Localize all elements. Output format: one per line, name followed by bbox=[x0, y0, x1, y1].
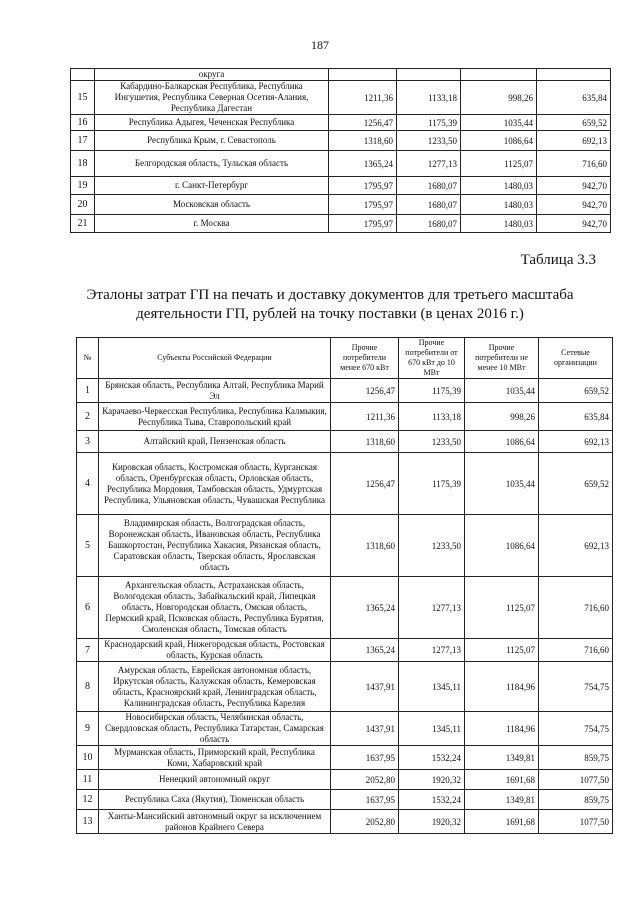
table-row bbox=[77, 431, 613, 453]
row-value-over-10mw: 1691,68 bbox=[465, 810, 539, 834]
table-row bbox=[77, 577, 613, 639]
table-row bbox=[71, 215, 611, 233]
row-value-over-10mw: 1349,81 bbox=[465, 746, 539, 770]
table-row bbox=[77, 746, 613, 770]
row-value-670kw-10mw: 1345,11 bbox=[399, 712, 465, 746]
row-value-670kw-10mw: 1345,11 bbox=[399, 662, 465, 712]
row-value-network-orgs bbox=[537, 69, 611, 81]
row-value-over-10mw: 1125,07 bbox=[465, 577, 539, 639]
row-value-670kw-10mw: 1277,13 bbox=[397, 151, 461, 177]
row-value-over-10mw: 1349,81 bbox=[465, 790, 539, 810]
row-number: 3 bbox=[77, 431, 99, 453]
table-row bbox=[71, 177, 611, 195]
row-number: 21 bbox=[71, 215, 95, 233]
row-value-under-670kw: 2052,80 bbox=[331, 810, 399, 834]
row-value-under-670kw: 1637,95 bbox=[331, 746, 399, 770]
row-number: 18 bbox=[71, 151, 95, 177]
row-value-670kw-10mw: 1233,50 bbox=[399, 515, 465, 577]
row-subject: Кировская область, Костромская область, Курганская область, Оренбургская область, Орловская область, Республика Мордовия, Тамбовская область, Удмуртская Республика, Ульяновская область, Чувашская Республика bbox=[99, 453, 331, 515]
row-value-670kw-10mw: 1175,39 bbox=[399, 379, 465, 403]
row-value-under-670kw: 1365,24 bbox=[331, 577, 399, 639]
row-value-network-orgs: 659,52 bbox=[537, 115, 611, 131]
row-number bbox=[71, 69, 95, 81]
table-header-row bbox=[77, 338, 613, 379]
table-continuation-body bbox=[71, 69, 611, 233]
row-value-under-670kw: 1637,95 bbox=[331, 790, 399, 810]
row-number: 15 bbox=[71, 81, 95, 115]
table-row bbox=[71, 151, 611, 177]
row-value-network-orgs: 635,84 bbox=[537, 81, 611, 115]
row-value-over-10mw: 1086,64 bbox=[465, 431, 539, 453]
row-value-under-670kw: 1437,91 bbox=[331, 712, 399, 746]
row-value-670kw-10mw: 1680,07 bbox=[397, 195, 461, 215]
row-value-under-670kw: 1318,60 bbox=[331, 515, 399, 577]
table-row bbox=[71, 195, 611, 215]
row-value-670kw-10mw: 1532,24 bbox=[399, 746, 465, 770]
row-value-network-orgs: 716,60 bbox=[537, 151, 611, 177]
row-value-670kw-10mw bbox=[397, 69, 461, 81]
row-subject: г. Санкт-Петербург bbox=[95, 177, 329, 195]
table-row bbox=[77, 662, 613, 712]
row-value-network-orgs: 716,60 bbox=[539, 577, 613, 639]
row-value-over-10mw: 1480,03 bbox=[461, 177, 537, 195]
row-value-over-10mw: 1691,68 bbox=[465, 770, 539, 790]
row-value-over-10mw: 1035,44 bbox=[465, 379, 539, 403]
row-value-network-orgs: 859,75 bbox=[539, 790, 613, 810]
row-number: 8 bbox=[77, 662, 99, 712]
row-value-over-10mw: 1035,44 bbox=[465, 453, 539, 515]
row-value-670kw-10mw: 1133,18 bbox=[399, 403, 465, 431]
row-number: 12 bbox=[77, 790, 99, 810]
header-consumers-over-10mw: Прочие потребители не менее 10 МВт bbox=[465, 338, 539, 379]
row-value-over-10mw: 1125,07 bbox=[461, 151, 537, 177]
row-value-under-670kw: 1256,47 bbox=[329, 115, 397, 131]
row-subject: Алтайский край, Пензенская область bbox=[99, 431, 331, 453]
row-value-under-670kw: 1437,91 bbox=[331, 662, 399, 712]
row-value-670kw-10mw: 1920,32 bbox=[399, 770, 465, 790]
row-value-over-10mw: 1184,96 bbox=[465, 662, 539, 712]
table-row bbox=[71, 81, 611, 115]
table-row bbox=[77, 639, 613, 662]
row-number: 9 bbox=[77, 712, 99, 746]
table-label: Таблица 3.3 bbox=[520, 252, 596, 268]
row-subject: Республика Адыгея, Чеченская Республика bbox=[95, 115, 329, 131]
table-3-3 bbox=[76, 337, 613, 834]
row-subject: Республика Крым, г. Севастополь bbox=[95, 131, 329, 151]
row-number: 11 bbox=[77, 770, 99, 790]
table-row bbox=[77, 712, 613, 746]
row-number: 6 bbox=[77, 577, 99, 639]
row-subject: Амурская область, Еврейская автономная область, Иркутская область, Калужская область, Кемеровская область, Красноярский край, Ленинградская область, Калининградская область, Республика Карелия bbox=[99, 662, 331, 712]
row-subject: Республика Саха (Якутия), Тюменская область bbox=[99, 790, 331, 810]
row-value-under-670kw: 1795,97 bbox=[329, 195, 397, 215]
row-value-under-670kw: 1365,24 bbox=[329, 151, 397, 177]
table-row bbox=[77, 453, 613, 515]
table-row bbox=[77, 403, 613, 431]
row-subject: Архангельская область, Астраханская область, Вологодская область, Забайкальский край, Липецкая область, Новгородская область, Омская область, Пермский край, Псковская область, Республика Бурятия, Смоленская область, Томская область bbox=[99, 577, 331, 639]
row-value-over-10mw: 998,26 bbox=[461, 81, 537, 115]
row-value-under-670kw bbox=[329, 69, 397, 81]
row-value-under-670kw: 2052,80 bbox=[331, 770, 399, 790]
row-value-network-orgs: 754,75 bbox=[539, 712, 613, 746]
row-number: 7 bbox=[77, 639, 99, 662]
row-subject: Краснодарский край, Нижегородская область, Ростовская область, Курская область bbox=[99, 639, 331, 662]
table-row bbox=[77, 515, 613, 577]
row-value-under-670kw: 1795,97 bbox=[329, 177, 397, 195]
row-subject: округа bbox=[95, 69, 329, 81]
table-3-3-body bbox=[77, 379, 613, 834]
row-value-under-670kw: 1365,24 bbox=[331, 639, 399, 662]
row-value-under-670kw: 1211,36 bbox=[331, 403, 399, 431]
row-subject: Мурманская область, Приморский край, Республика Коми, Хабаровский край bbox=[99, 746, 331, 770]
row-number: 5 bbox=[77, 515, 99, 577]
row-value-network-orgs: 659,52 bbox=[539, 453, 613, 515]
row-value-670kw-10mw: 1175,39 bbox=[399, 453, 465, 515]
row-subject: Ханты-Мансийский автономный округ за исключением районов Крайнего Севера bbox=[99, 810, 331, 834]
row-subject: Новосибирская область, Челябинская область, Свердловская область, Республика Татарстан, Самарская область bbox=[99, 712, 331, 746]
table-row bbox=[77, 770, 613, 790]
row-subject: Кабардино-Балкарская Республика, Республика Ингушетия, Республика Северная Осетия-Алания, Республика Дагестан bbox=[95, 81, 329, 115]
header-num: № bbox=[77, 338, 99, 379]
row-value-under-670kw: 1211,36 bbox=[329, 81, 397, 115]
row-value-network-orgs: 942,70 bbox=[537, 195, 611, 215]
row-number: 10 bbox=[77, 746, 99, 770]
row-value-670kw-10mw: 1680,07 bbox=[397, 177, 461, 195]
row-subject: г. Москва bbox=[95, 215, 329, 233]
row-subject: Владимирская область, Волгоградская область, Воронежская область, Ивановская область, Республика Башкортостан, Республика Хакасия, Рязанская область, Саратовская область, Тверская область, Ярославская область bbox=[99, 515, 331, 577]
row-value-network-orgs: 942,70 bbox=[537, 215, 611, 233]
row-value-670kw-10mw: 1920,32 bbox=[399, 810, 465, 834]
row-subject: Ненецкий автономный округ bbox=[99, 770, 331, 790]
row-value-network-orgs: 692,13 bbox=[539, 515, 613, 577]
row-subject: Московская область bbox=[95, 195, 329, 215]
header-network-organizations: Сетевые организации bbox=[539, 338, 613, 379]
row-value-network-orgs: 859,75 bbox=[539, 746, 613, 770]
page-number: 187 bbox=[311, 38, 329, 52]
row-value-over-10mw: 998,26 bbox=[465, 403, 539, 431]
row-value-over-10mw: 1086,64 bbox=[465, 515, 539, 577]
row-subject: Белгородская область, Тульская область bbox=[95, 151, 329, 177]
row-value-670kw-10mw: 1277,13 bbox=[399, 577, 465, 639]
row-value-network-orgs: 635,84 bbox=[539, 403, 613, 431]
row-value-over-10mw: 1125,07 bbox=[465, 639, 539, 662]
row-value-network-orgs: 692,13 bbox=[537, 131, 611, 151]
row-value-network-orgs: 692,13 bbox=[539, 431, 613, 453]
row-number: 20 bbox=[71, 195, 95, 215]
table-title: Эталоны затрат ГП на печать и доставку документов для третьего масштаба деятельности ГП, рублей на точку поставки (в ценах 2016 г.) bbox=[86, 287, 574, 322]
row-value-over-10mw: 1480,03 bbox=[461, 195, 537, 215]
row-value-over-10mw: 1184,96 bbox=[465, 712, 539, 746]
table-row bbox=[71, 131, 611, 151]
header-consumers-670kw-10mw: Прочие потребители от 670 кВт до 10 МВт bbox=[399, 338, 465, 379]
row-number: 16 bbox=[71, 115, 95, 131]
row-number: 1 bbox=[77, 379, 99, 403]
row-value-under-670kw: 1795,97 bbox=[329, 215, 397, 233]
row-number: 4 bbox=[77, 453, 99, 515]
header-consumers-under-670kw: Прочие потребители менее 670 кВт bbox=[331, 338, 399, 379]
header-subject: Субъекты Российской Федерации bbox=[99, 338, 331, 379]
row-value-network-orgs: 716,60 bbox=[539, 639, 613, 662]
row-value-under-670kw: 1318,60 bbox=[331, 431, 399, 453]
table-row bbox=[71, 69, 611, 81]
row-subject: Брянская область, Республика Алтай, Республика Марий Эл bbox=[99, 379, 331, 403]
table-row bbox=[77, 790, 613, 810]
table-row bbox=[77, 379, 613, 403]
row-value-under-670kw: 1256,47 bbox=[331, 453, 399, 515]
row-value-over-10mw: 1035,44 bbox=[461, 115, 537, 131]
row-value-670kw-10mw: 1680,07 bbox=[397, 215, 461, 233]
row-value-670kw-10mw: 1233,50 bbox=[397, 131, 461, 151]
row-number: 2 bbox=[77, 403, 99, 431]
row-value-under-670kw: 1256,47 bbox=[331, 379, 399, 403]
row-value-670kw-10mw: 1532,24 bbox=[399, 790, 465, 810]
row-value-network-orgs: 942,70 bbox=[537, 177, 611, 195]
table-continuation bbox=[70, 68, 611, 233]
row-subject: Карачаево-Черкесская Республика, Республика Калмыкия, Республика Тыва, Ставропольский край bbox=[99, 403, 331, 431]
row-value-network-orgs: 1077,50 bbox=[539, 810, 613, 834]
row-value-network-orgs: 754,75 bbox=[539, 662, 613, 712]
row-value-670kw-10mw: 1233,50 bbox=[399, 431, 465, 453]
row-value-over-10mw bbox=[461, 69, 537, 81]
row-value-670kw-10mw: 1175,39 bbox=[397, 115, 461, 131]
table-row bbox=[77, 810, 613, 834]
row-value-over-10mw: 1086,64 bbox=[461, 131, 537, 151]
row-number: 19 bbox=[71, 177, 95, 195]
row-value-network-orgs: 659,52 bbox=[539, 379, 613, 403]
row-value-670kw-10mw: 1133,18 bbox=[397, 81, 461, 115]
row-value-670kw-10mw: 1277,13 bbox=[399, 639, 465, 662]
row-number: 13 bbox=[77, 810, 99, 834]
row-value-network-orgs: 1077,50 bbox=[539, 770, 613, 790]
table-row bbox=[71, 115, 611, 131]
row-number: 17 bbox=[71, 131, 95, 151]
row-value-over-10mw: 1480,03 bbox=[461, 215, 537, 233]
row-value-under-670kw: 1318,60 bbox=[329, 131, 397, 151]
